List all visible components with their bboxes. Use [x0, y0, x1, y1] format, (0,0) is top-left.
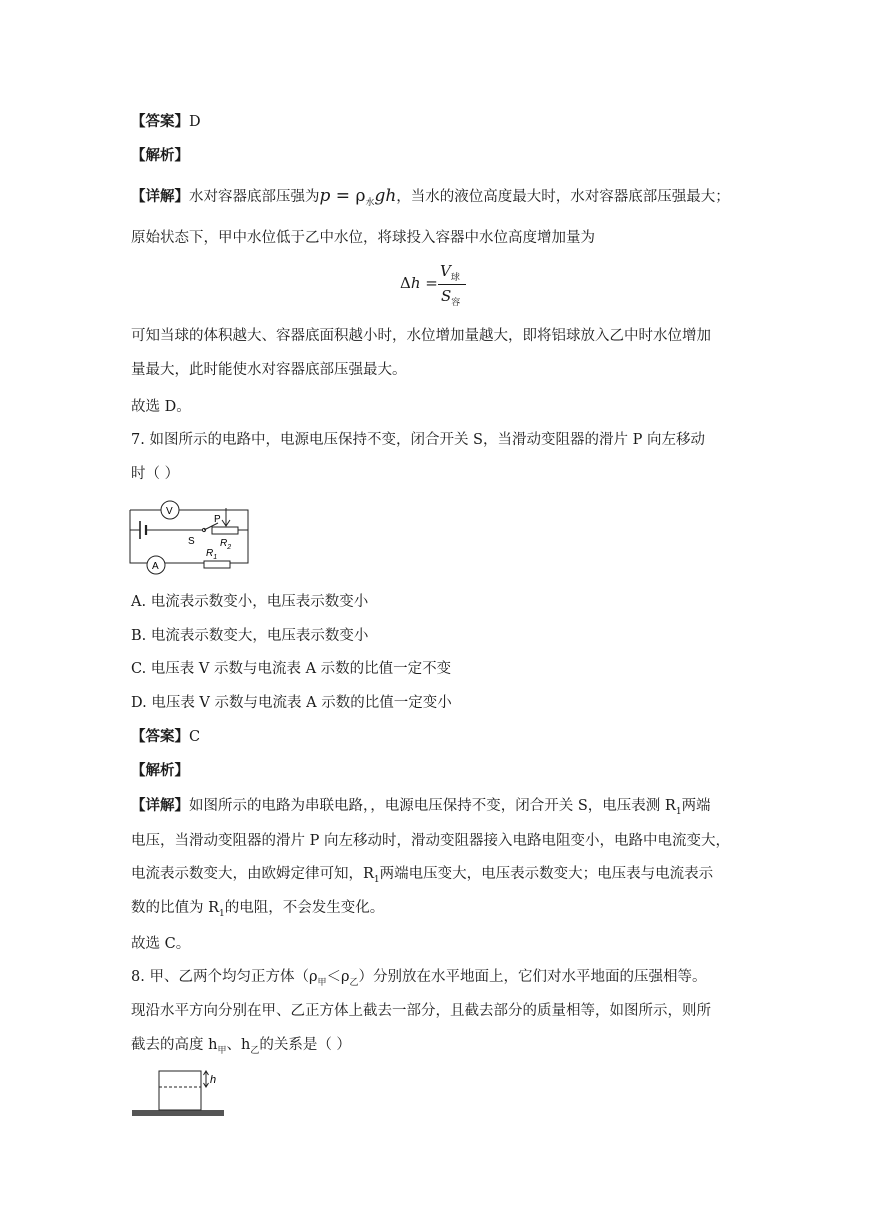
question-7-line-2: 时（ ） [131, 466, 180, 482]
detail-line-2: 原始状态下，甲中水位低于乙中水位，将球投入容器中水位高度增加量为 [131, 230, 595, 246]
detail-2-line-3: 电流表示数变大，由欧姆定律可知，$R_1$两端电压变大，电压表示数变大；电压表与电流表示 [131, 866, 714, 885]
height-label: h [210, 1074, 217, 1086]
analysis-heading-2: 【解析】 [131, 762, 189, 779]
conclusion-line-2: 故选 C。 [131, 936, 191, 952]
slider-label: P [214, 514, 221, 525]
voltmeter-label: V [166, 506, 173, 517]
option-c: C. 电压表 V 示数与电流表 A 示数的比值一定不变 [131, 661, 452, 677]
r2-label: $R_2$ [220, 538, 232, 551]
detail-2-line-2: 电压，当滑动变阻器的滑片 P 向左移动时，滑动变阻器接入电路电阻变小，电路中电流变大， [131, 833, 730, 849]
ammeter-label: A [152, 561, 159, 572]
question-8-line-1: 8. 甲、乙两个均匀正方体$(\rho_甲<\rho_乙)$分别放在水平地面上，它们对水平地面的压强相等。 [131, 969, 707, 988]
question-8-line-3: 截去的高度 $h_甲$、$h_乙$的关系是（ ） [131, 1037, 351, 1056]
option-d: D. 电压表 V 示数与电流表 A 示数的比值一定变小 [131, 695, 452, 711]
circuit-diagram [126, 492, 256, 582]
detail-2-line-1: 【详解】如图所示的电路为串联电路，，电源电压保持不变，闭合开关 S，电压表测 $R_1$两端 [131, 797, 711, 817]
detail-line-4: 量最大，此时能使水对容器底部压强最大。 [131, 362, 407, 378]
document-page: 【答案】D 【解析】 【详解】水对容器底部压强为$p = \rho_水gh$，当水的液位高度最大时，水对容器底部压强最大； 原始状态下，甲中水位低于乙中水位，将球投入容器中水位高度增加量为 Δh = $V_球$ $S_容$ 可知当球的体积越大、容器底面积越小时，水位增加量越大，即将铝球放入乙中时水位增加 量最大，此时能使水对容器底部压强最大。 故选 D。 7. 如图所示的电路中，电源电压保持不变，闭合开关 S，当滑动变阻器的滑片 P 向左移动 时（ ） V A S P $R_2$ $R_1$ A. 电流表示数变小，电压表示数变小 B. 电流表示数变大，电压表示数变小 C. 电压表 V 示数与电流表 A 示数的比值一定不变 D. 电压表 V 示数与电流表 A 示数的比值一定变小 【答案】C 【解析】 【详解】如图所示的电路为串联电路，，电源电压保持不变，闭合开关 S，电压表测 $R_1$两端 电压，当滑动变阻器的滑片 P 向左移动时，滑动变阻器接入电路电阻变小，电路中电流变大， 电流表示数变大，由欧姆定律可知，$R_1$两端电压变大，电压表示数变大；电压表与电流表示 数的比值为 $R_1$的电阻，不会发生变化。 故选 C。 8. 甲、乙两个均匀正方体$(\rho_甲<\rho_乙)$分别放在水平地面上，它们对水平地面的压强相等。 现沿水平方向分别在甲、乙正方体上截去一部分，且截去部分的质量相等，如图所示，则所 截去的高度 $h_甲$、$h_乙$的关系是（ ） h [0, 0, 869, 1228]
cube-figure [128, 1062, 228, 1122]
option-b: B. 电流表示数变大，电压表示数变小 [131, 628, 369, 644]
answer-line-2: 【答案】C [131, 728, 201, 745]
switch-label: S [188, 536, 195, 547]
answer-line: 【答案】D [131, 113, 201, 130]
question-7-line-1: 7. 如图所示的电路中，电源电压保持不变，闭合开关 S，当滑动变阻器的滑片 P 向左移动 [131, 432, 705, 448]
option-a: A. 电流表示数变小，电压表示数变小 [131, 594, 369, 610]
r1-label: $R_1$ [206, 548, 218, 561]
conclusion-line: 故选 D。 [131, 399, 191, 415]
question-8-line-2: 现沿水平方向分别在甲、乙正方体上截去一部分，且截去部分的质量相等，如图所示，则所 [131, 1003, 711, 1019]
analysis-heading: 【解析】 [131, 147, 189, 164]
fraction-bar [438, 284, 466, 285]
detail-line-3: 可知当球的体积越大、容器底面积越小时，水位增加量越大，即将铝球放入乙中时水位增加 [131, 328, 711, 344]
detail-line-1: 【详解】水对容器底部压强为$p = \rho_水gh$，当水的液位高度最大时，水对容器底部压强最大； [131, 186, 730, 208]
pressure-formula: $p = \rho_水gh$ [319, 186, 397, 208]
detail-2-line-4: 数的比值为 $R_1$的电阻，不会发生变化。 [131, 900, 385, 919]
